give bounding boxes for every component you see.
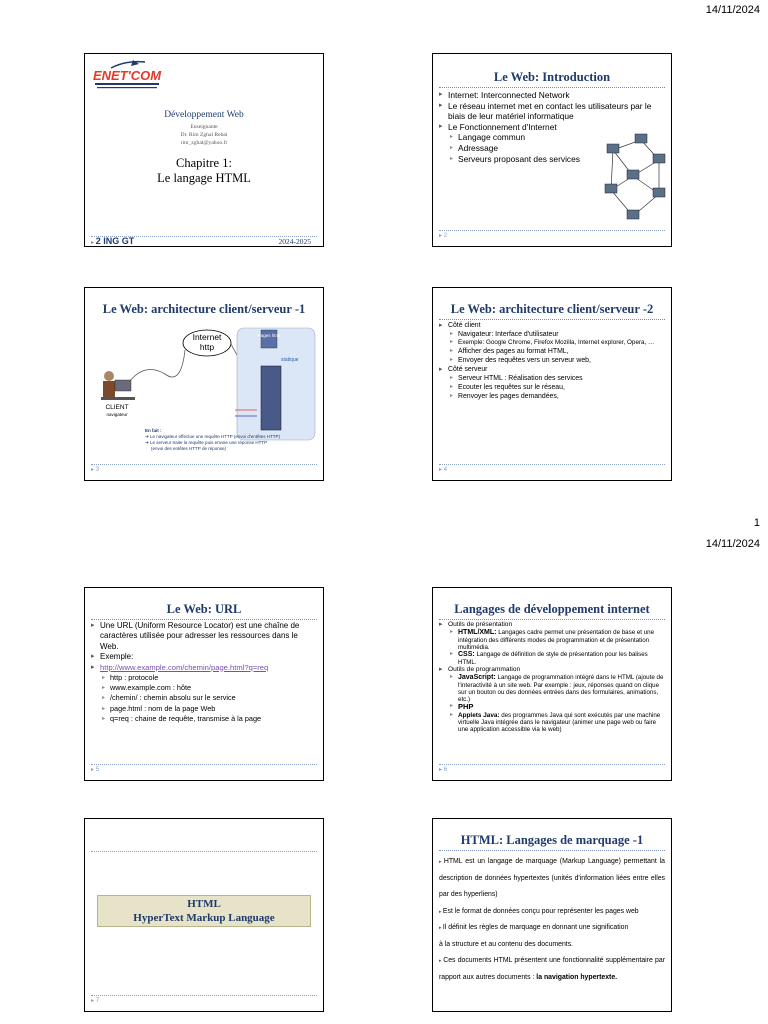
sub-bullet: ▸ HTML/XML: Langages cadre permet une présentation de base et une intégration des différents modes de programmation et de présentation multimédia. [439, 629, 665, 651]
bullet: ▸ Une URL (Uniform Resource Locator) est une chaîne de caractères utilisée pour adresser les ressources dans le Web. [91, 621, 317, 652]
slide-title: Langages de développement internet [454, 602, 650, 616]
slide-title: HTML: Langages de marquage -1 [460, 833, 644, 847]
sub-bullet: ▸ Exemple: Google Chrome, Firefox Mozilla, Internet explorer, Opera, … [439, 339, 665, 347]
sub-bullet: ▸ Renvoyer les pages demandées, [439, 392, 665, 401]
slide-body [433, 851, 671, 986]
note-headers: (envoi des entêtes HTTP de réponse) [151, 446, 226, 451]
navigator-label: navigateur [106, 412, 128, 417]
section-banner [97, 895, 311, 927]
slide-2 [432, 53, 672, 247]
sub-bullet: ▸ Navigateur: Interface d'utilisateur [439, 330, 665, 339]
client-label: CLIENT [105, 404, 129, 411]
slide-7 [84, 818, 324, 1012]
paragraph: ▸ Il définit les règles de marquage en donnant une signification [439, 924, 629, 931]
sub-bullet: ▸ Serveurs proposant des services [439, 154, 665, 165]
slide-number: ▸ 7 [91, 995, 317, 1004]
paragraph: ▸ HTML est un langage de marquage (Markup Language) permettant la description de données hypertextes (unités d'information liées entre elles par des hyperliens) [439, 858, 665, 898]
bullet: ▸ Le Fonctionnement d'Internet [439, 122, 665, 133]
teacher-name: Dr. Rim Zghal Rebai [180, 132, 228, 138]
sub-bullet: ▸ Afficher des pages au format HTML, [439, 347, 665, 356]
page-date: 14/11/2024 [705, 538, 760, 550]
page-number: 1 [753, 517, 760, 529]
bullet: ▸ Outils de présentation [439, 621, 665, 629]
slide-number: ▸ 6 [439, 764, 665, 773]
note-response: ➔ Le serveur traite la requête puis envoie une réponse HTTP [145, 440, 268, 445]
bullet: ▸ Outils de programmation [439, 666, 665, 674]
page-date: 14/11/2024 [705, 4, 760, 16]
bullet: ▸ Internet: Interconnected Network [439, 90, 665, 101]
logo-text: ENET'COM [93, 68, 162, 83]
sub-bullet: ▸ PHP [439, 703, 665, 711]
bullet: ▸ Exemple: [91, 652, 317, 662]
sub-bullet: ▸ www.example.com : hôte [91, 683, 317, 693]
slide-8 [432, 818, 672, 1012]
slide-1 [84, 53, 324, 247]
paragraph: à la structure et au contenu des documents. [439, 940, 574, 948]
sub-bullet: ▸ Serveur HTML : Réalisation des services [439, 374, 665, 383]
network-diagram [599, 132, 669, 230]
chapter-line-1: Chapitre 1: [176, 156, 232, 170]
class-label: ▸ 2 ING GT [91, 236, 135, 246]
note-heading: En fait : [145, 428, 162, 433]
sub-bullet: ▸ JavaScript: Langage de programmation intégré dans le HTML (ajoute de l'interactivité à un site web. Par exemple : jeux, réponses quand on clique sur un bouton ou des données entrées dans des formulaires, animations, etc.) [439, 674, 665, 703]
slide-5 [84, 587, 324, 781]
sub-bullet: ▸ q=req : chaine de requête, transmise à la page [91, 714, 317, 724]
sub-bullet: ▸ CSS: Langage de définition de style de présentation pour les balises HTML. [439, 651, 665, 666]
sub-bullet: ▸ Langage commun [439, 132, 665, 143]
slide-number: ▸ 2 [439, 230, 665, 239]
static-label: statique [281, 357, 299, 363]
cloud-label: Internet [192, 332, 222, 342]
year-label: 2024-2025 [278, 237, 311, 246]
slide-number: ▸ 3 [91, 464, 317, 473]
bullet: ▸ Côté serveur [439, 365, 665, 374]
role-label: Enseignante [190, 124, 218, 130]
slide-number: ▸ 5 [91, 764, 317, 773]
slide-title: Le Web: Introduction [493, 70, 611, 84]
sub-bullet: ▸ Applets Java: des programmes Java qui sont exécutés par une machine virtuelle Java intégrée dans le navigateur (animer une page web ou faire une application accessible via le web) [439, 712, 665, 734]
client-server-diagram [85, 322, 324, 472]
sub-bullet: ▸ http : protocole [91, 673, 317, 683]
enetcom-logo [91, 58, 165, 92]
note-request: ➔ Le navigateur effectue une requête HTTP (envoi d'entêtes HTTP) [145, 434, 281, 439]
example-url[interactable]: ▸ http://www.example.com/chemin/page.html?q=req [91, 663, 317, 673]
slide-number: ▸ 4 [439, 464, 665, 473]
sub-bullet: ▸ Envoyer des requêtes vers un serveur web, [439, 356, 665, 365]
sub-bullet: ▸ Ecouter les requêtes sur le réseau, [439, 383, 665, 392]
slide-4 [432, 287, 672, 481]
teacher-email: rim_zghal@yahoo.fr [180, 140, 228, 146]
slide-title: Le Web: URL [166, 602, 242, 616]
pages-label: Pages html [257, 333, 281, 338]
slide-title: Le Web: architecture client/serveur -1 [102, 302, 306, 316]
slide-3 [84, 287, 324, 481]
banner-line-1: HTML [187, 898, 221, 910]
sub-bullet: ▸ page.html : nom de la page Web [91, 704, 317, 714]
bullet: ▸ Le réseau internet met en contact les utilisateurs par le biais de leur matériel informatique [439, 101, 665, 122]
sub-bullet: ▸ /chemin/ : chemin absolu sur le service [91, 693, 317, 703]
bullet: ▸ Côté client [439, 321, 665, 330]
paragraph: ▸ Ces documents HTML présentent une fonctionnalité supplémentaire par rapport aux autres documents : la navigation hypertexte. [439, 957, 665, 981]
slide-title: Le Web: architecture client/serveur -2 [450, 302, 654, 316]
paragraph: ▸ Est le format de données conçu pour représenter les pages web [439, 907, 639, 915]
banner-line-2: HyperText Markup Language [133, 911, 275, 924]
chapter-line-2: Le langage HTML [157, 171, 251, 185]
slide-6 [432, 587, 672, 781]
sub-bullet: ▸ Adressage [439, 143, 665, 154]
course-title: Développement Web [164, 110, 244, 120]
cloud-protocol: http [199, 342, 215, 352]
